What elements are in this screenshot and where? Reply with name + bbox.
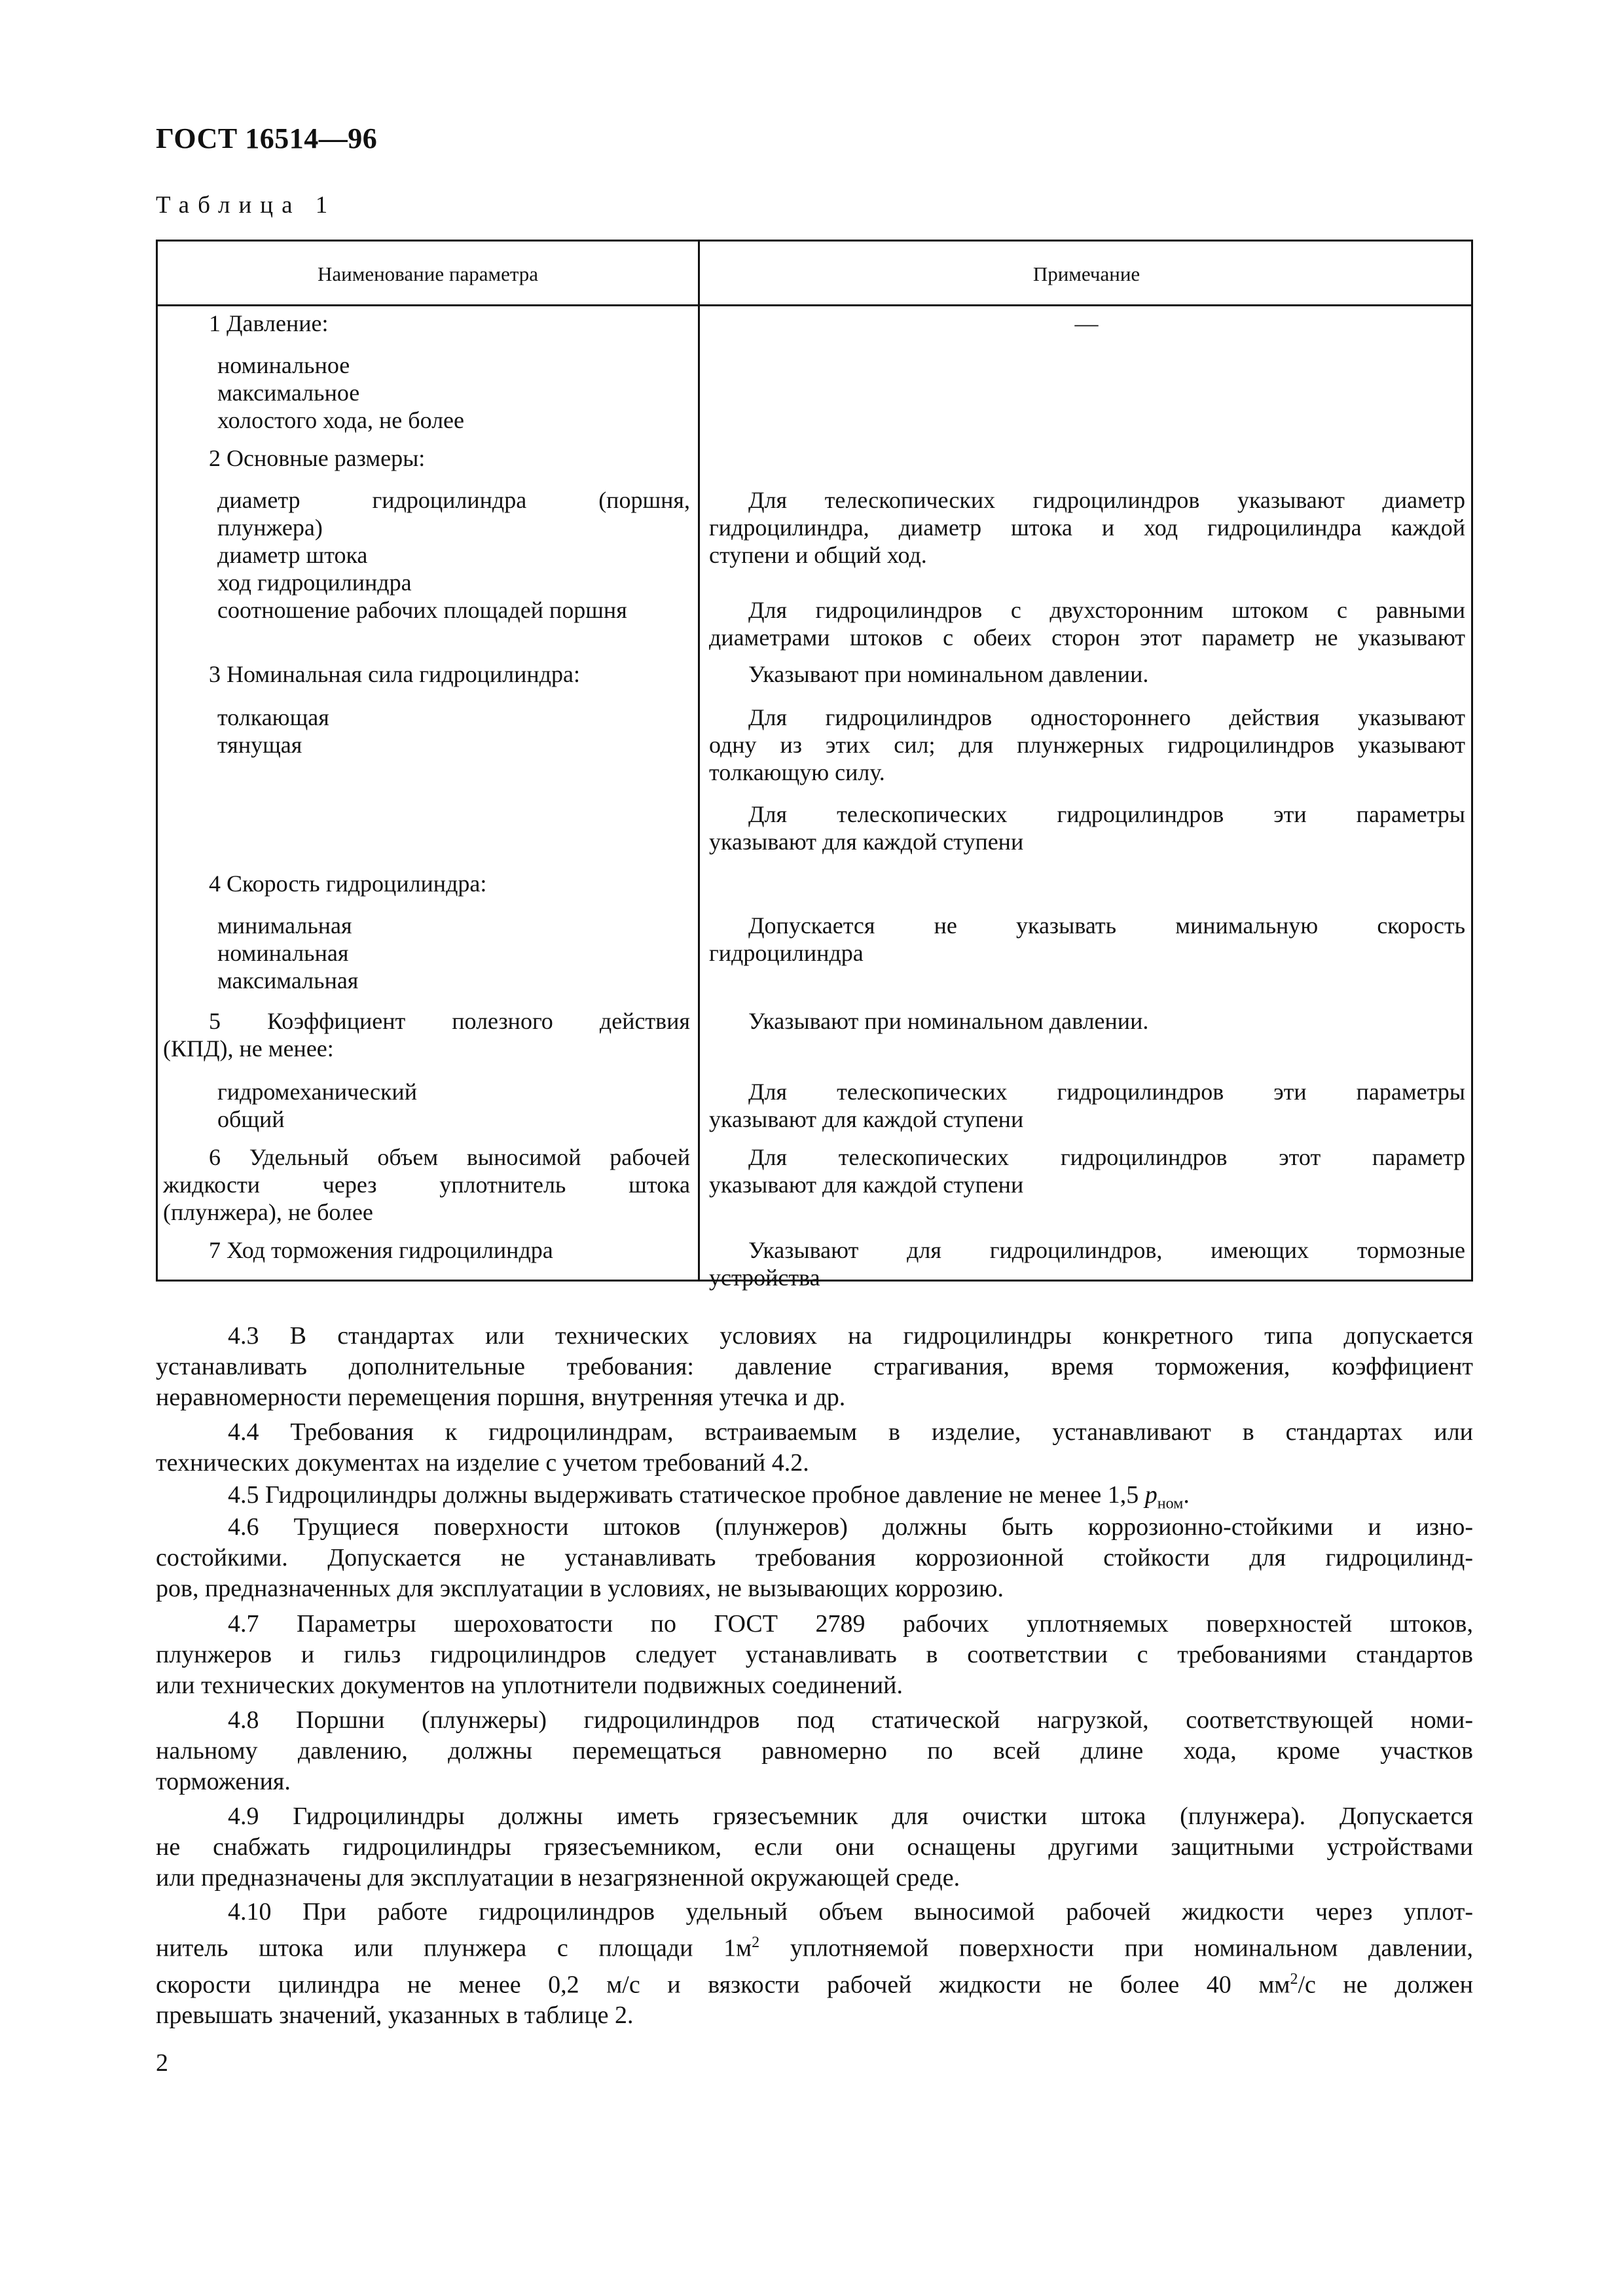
- note-line: толкающую силу.: [709, 759, 885, 785]
- paragraph-4-3: [156, 1321, 1473, 1413]
- note-line: одну из этих сил; для плунжерных гидроцилиндров указывают: [709, 732, 1465, 758]
- note-line: диаметрами штоков с обеих сторон этот параметр не указывают: [709, 624, 1465, 651]
- param-7-title: 7 Ход торможения гидроцилиндра: [209, 1237, 553, 1263]
- param-2-item: диаметр гидроцилиндра (поршня,: [217, 487, 690, 513]
- text-run: нитель штока или плунжера с площади 1м: [156, 1934, 752, 1962]
- text-run: /с не должен: [1298, 1971, 1473, 1999]
- document-header: ГОСТ 16514—96: [156, 122, 378, 154]
- paragraph-4-6: [156, 1512, 1473, 1604]
- note-line: Указывают для гидроцилиндров, имеющих тормозные: [748, 1237, 1465, 1263]
- paragraph-4-10: [156, 1897, 1473, 2031]
- note-line: устройства: [709, 1265, 820, 1291]
- param-4-item: номинальная: [217, 940, 349, 966]
- param-1-item: холостого хода, не более: [217, 407, 465, 433]
- text-run: 4.5 Гидроцилиндры должны выдерживать статическое пробное давление не менее 1,5: [228, 1481, 1145, 1509]
- note-line: Для телескопических гидроцилиндров указывают диаметр: [748, 487, 1465, 513]
- param-6-title: 6 Удельный объем выносимой рабочей: [209, 1144, 690, 1170]
- note-line: указывают для каждой ступени: [709, 829, 1024, 855]
- param-4-item: максимальная: [217, 967, 359, 994]
- note-line: Для телескопических гидроцилиндров эти параметры: [748, 801, 1465, 827]
- text-line: [156, 1928, 1473, 1964]
- text-line: 4.6 Трущиеся поверхности штоков (плунжеров) должны быть коррозионно-стойкими и изно-: [228, 1513, 1473, 1541]
- param-2-item: ход гидроцилиндра: [217, 569, 412, 596]
- param-3-item: тянущая: [217, 732, 302, 758]
- param-2-item: диаметр штока: [217, 542, 368, 568]
- pressure-symbol: p: [1144, 1481, 1158, 1509]
- param-5-item: гидромеханический: [217, 1079, 417, 1105]
- text-line: не снабжать гидроцилиндры грязесъемником, если они оснащены другими защитными устройствами: [156, 1833, 1473, 1861]
- param-5-title: 5 Коэффициент полезного действия: [209, 1008, 690, 1034]
- text-line: или предназначены для эксплуатации в незагрязненной окружающей среде.: [156, 1864, 960, 1892]
- note-line: Для гидроцилиндров с двухсторонним штоком с равными: [748, 597, 1465, 623]
- param-6-title-cont: жидкости через уплотнитель штока: [163, 1172, 690, 1198]
- note-line: Для телескопических гидроцилиндров этот параметр: [748, 1144, 1465, 1170]
- note-line: Допускается не указывать минимальную скорость: [748, 912, 1465, 939]
- text-line: 4.9 Гидроцилиндры должны иметь грязесъемник для очистки штока (плунжера). Допускается: [228, 1803, 1473, 1830]
- param-2-title: 2 Основные размеры:: [209, 445, 426, 471]
- text-line: состойкими. Допускается не устанавливать требования коррозионной стойкости для гидроцилинд-: [156, 1544, 1473, 1571]
- param-2-item: соотношение рабочих площадей поршня: [217, 597, 627, 623]
- text-line: плунжеров и гильз гидроцилиндров следует устанавливать в соответствии с требованиями стандартов: [156, 1641, 1473, 1668]
- param-1-title: 1 Давление:: [209, 310, 329, 336]
- superscript: 2: [752, 1934, 760, 1951]
- note-line: гидроцилиндра: [709, 940, 864, 966]
- paragraph-4-4: [156, 1417, 1473, 1479]
- text-line: превышать значений, указанных в таблице 2.: [156, 2001, 634, 2030]
- param-4-title: 4 Скорость гидроцилиндра:: [209, 870, 487, 897]
- text-line: или технических документов на уплотнители подвижных соединений.: [156, 1672, 903, 1699]
- note-line: гидроцилиндра, диаметр штока и ход гидроцилиндра каждой: [709, 514, 1465, 541]
- note-line: Для гидроцилиндров одностороннего действия указывают: [748, 704, 1465, 730]
- param-5-item: общий: [217, 1106, 285, 1132]
- text-run: уплотняемой поверхности при номинальном давлении,: [759, 1934, 1473, 1962]
- superscript: 2: [1290, 1970, 1298, 1988]
- text-line: 4.4 Требования к гидроцилиндрам, встраиваемым в изделие, устанавливают в стандартах или: [228, 1418, 1473, 1446]
- param-6-title-cont: (плунжера), не более: [163, 1199, 373, 1225]
- text-line: [156, 1964, 1473, 2001]
- text-line: неравномерности перемещения поршня, внутренняя утечка и др.: [156, 1384, 846, 1411]
- pressure-subscript: ном: [1157, 1495, 1184, 1513]
- note-line: указывают для каждой ступени: [709, 1172, 1024, 1198]
- column-header-parameter: Наименование параметра: [317, 262, 539, 285]
- text-line: технических документах на изделие с учетом требований 4.2.: [156, 1449, 809, 1477]
- text-line: 4.3 В стандартах или технических условиях на гидроцилиндры конкретного типа допускается: [228, 1322, 1473, 1350]
- note-dash: —: [1074, 310, 1099, 336]
- text-line: торможения.: [156, 1768, 291, 1795]
- table-header-divider: [158, 304, 1471, 306]
- note-line: Указывают при номинальном давлении.: [748, 1008, 1149, 1034]
- paragraph-4-8: [156, 1705, 1473, 1797]
- text-line: 4.7 Параметры шероховатости по ГОСТ 2789 рабочих уплотняемых поверхностей штоков,: [228, 1610, 1473, 1638]
- column-header-note: Примечание: [1032, 262, 1140, 285]
- text-line: 4.10 При работе гидроцилиндров удельный объем выносимой рабочей жидкости через уплот-: [228, 1898, 1473, 1926]
- param-4-item: минимальная: [217, 912, 352, 939]
- paragraph-4-7: [156, 1609, 1473, 1701]
- note-line: Для телескопических гидроцилиндров эти параметры: [748, 1079, 1465, 1105]
- parameters-table: [156, 240, 1473, 1291]
- note-line: ступени и общий ход.: [709, 542, 927, 568]
- text-line: 4.8 Поршни (плунжеры) гидроцилиндров под статической нагрузкой, соответствующей номи-: [228, 1706, 1473, 1734]
- paragraph-4-9: [156, 1801, 1473, 1893]
- page-number: 2: [156, 2049, 168, 2077]
- param-5-title-cont: (КПД), не менее:: [163, 1035, 334, 1062]
- text-run: скорости цилиндра не менее 0,2 м/с и вязкости рабочей жидкости не более 40 мм: [156, 1971, 1290, 1999]
- text-line: ров, предназначенных для эксплуатации в условиях, не вызывающих коррозию.: [156, 1575, 1004, 1602]
- note-line: указывают для каждой ступени: [709, 1106, 1024, 1132]
- text-run: .: [1183, 1481, 1190, 1509]
- param-2-item: плунжера): [217, 514, 323, 541]
- text-line: нальному давлению, должны перемещаться равномерно по всей длине хода, кроме участков: [156, 1737, 1473, 1765]
- param-3-title: 3 Номинальная сила гидроцилиндра:: [209, 661, 580, 687]
- param-3-item: толкающая: [217, 704, 329, 730]
- text-line: устанавливать дополнительные требования: давление страгивания, время торможения, коэффициент: [156, 1353, 1473, 1380]
- param-1-item: номинальное: [217, 352, 350, 378]
- note-line: Указывают при номинальном давлении.: [748, 661, 1149, 687]
- param-1-item: максимальное: [217, 380, 360, 406]
- table-caption: Таблица 1: [156, 192, 337, 219]
